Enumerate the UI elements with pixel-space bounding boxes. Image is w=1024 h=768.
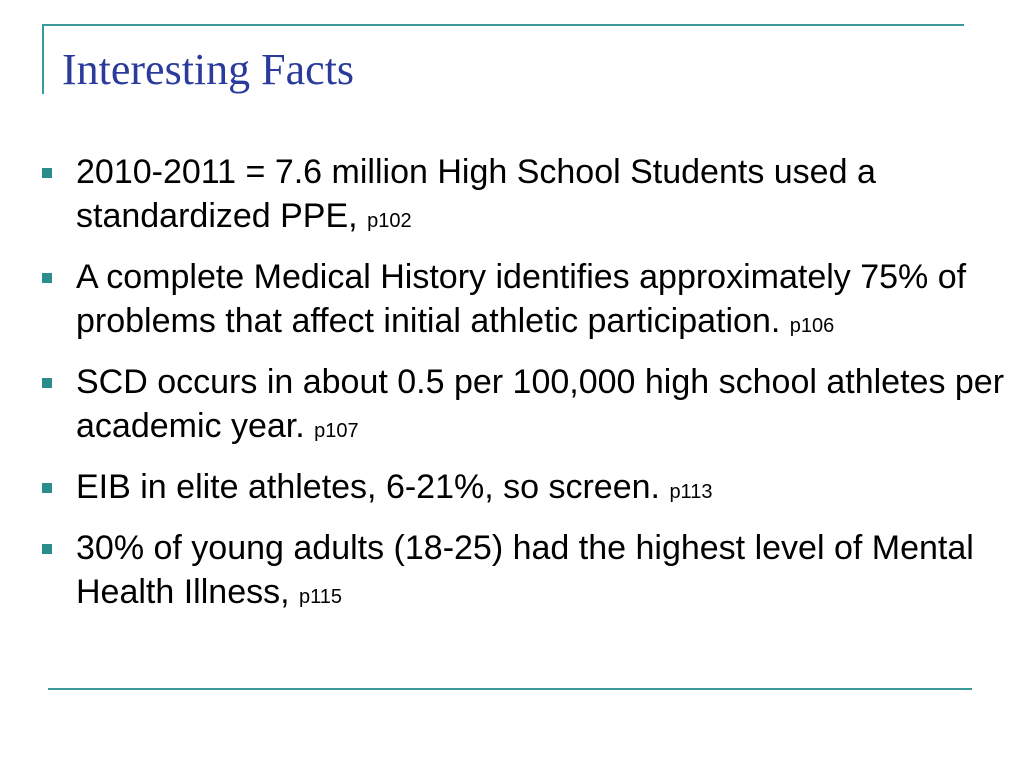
square-bullet-icon	[42, 168, 52, 178]
bullet-text: 2010-2011 = 7.6 million High School Students used a standardized PPE,	[76, 153, 876, 235]
bullet-item	[32, 255, 1017, 348]
bullet-text: EIB in elite athletes, 6-21%, so screen.	[76, 468, 660, 506]
page-reference: p102	[367, 210, 412, 232]
bullet-item	[32, 150, 1017, 243]
title-top-rule	[42, 24, 964, 26]
square-bullet-icon	[42, 544, 52, 554]
bullet-text: SCD occurs in about 0.5 per 100,000 high school athletes per academic year.	[76, 363, 1005, 445]
bullet-item	[32, 360, 1017, 453]
bullet-item	[32, 526, 1017, 619]
bullet-text: 30% of young adults (18-25) had the highest level of Mental Health Illness,	[76, 529, 974, 611]
page-reference: p107	[314, 420, 359, 442]
page-reference: p106	[789, 315, 835, 337]
title-left-rule	[42, 24, 44, 94]
footer-rule	[48, 688, 972, 690]
bullet-item	[32, 465, 1017, 514]
slide-title: Interesting Facts	[62, 45, 355, 94]
square-bullet-icon	[42, 483, 52, 493]
square-bullet-icon	[42, 378, 52, 388]
bullet-text: A complete Medical History identifies approximately 75% of problems that affect initial athletic participation.	[76, 258, 967, 340]
page-reference: p113	[669, 481, 713, 503]
bullet-list	[32, 150, 1017, 631]
page-reference: p115	[299, 586, 343, 608]
square-bullet-icon	[42, 273, 52, 283]
